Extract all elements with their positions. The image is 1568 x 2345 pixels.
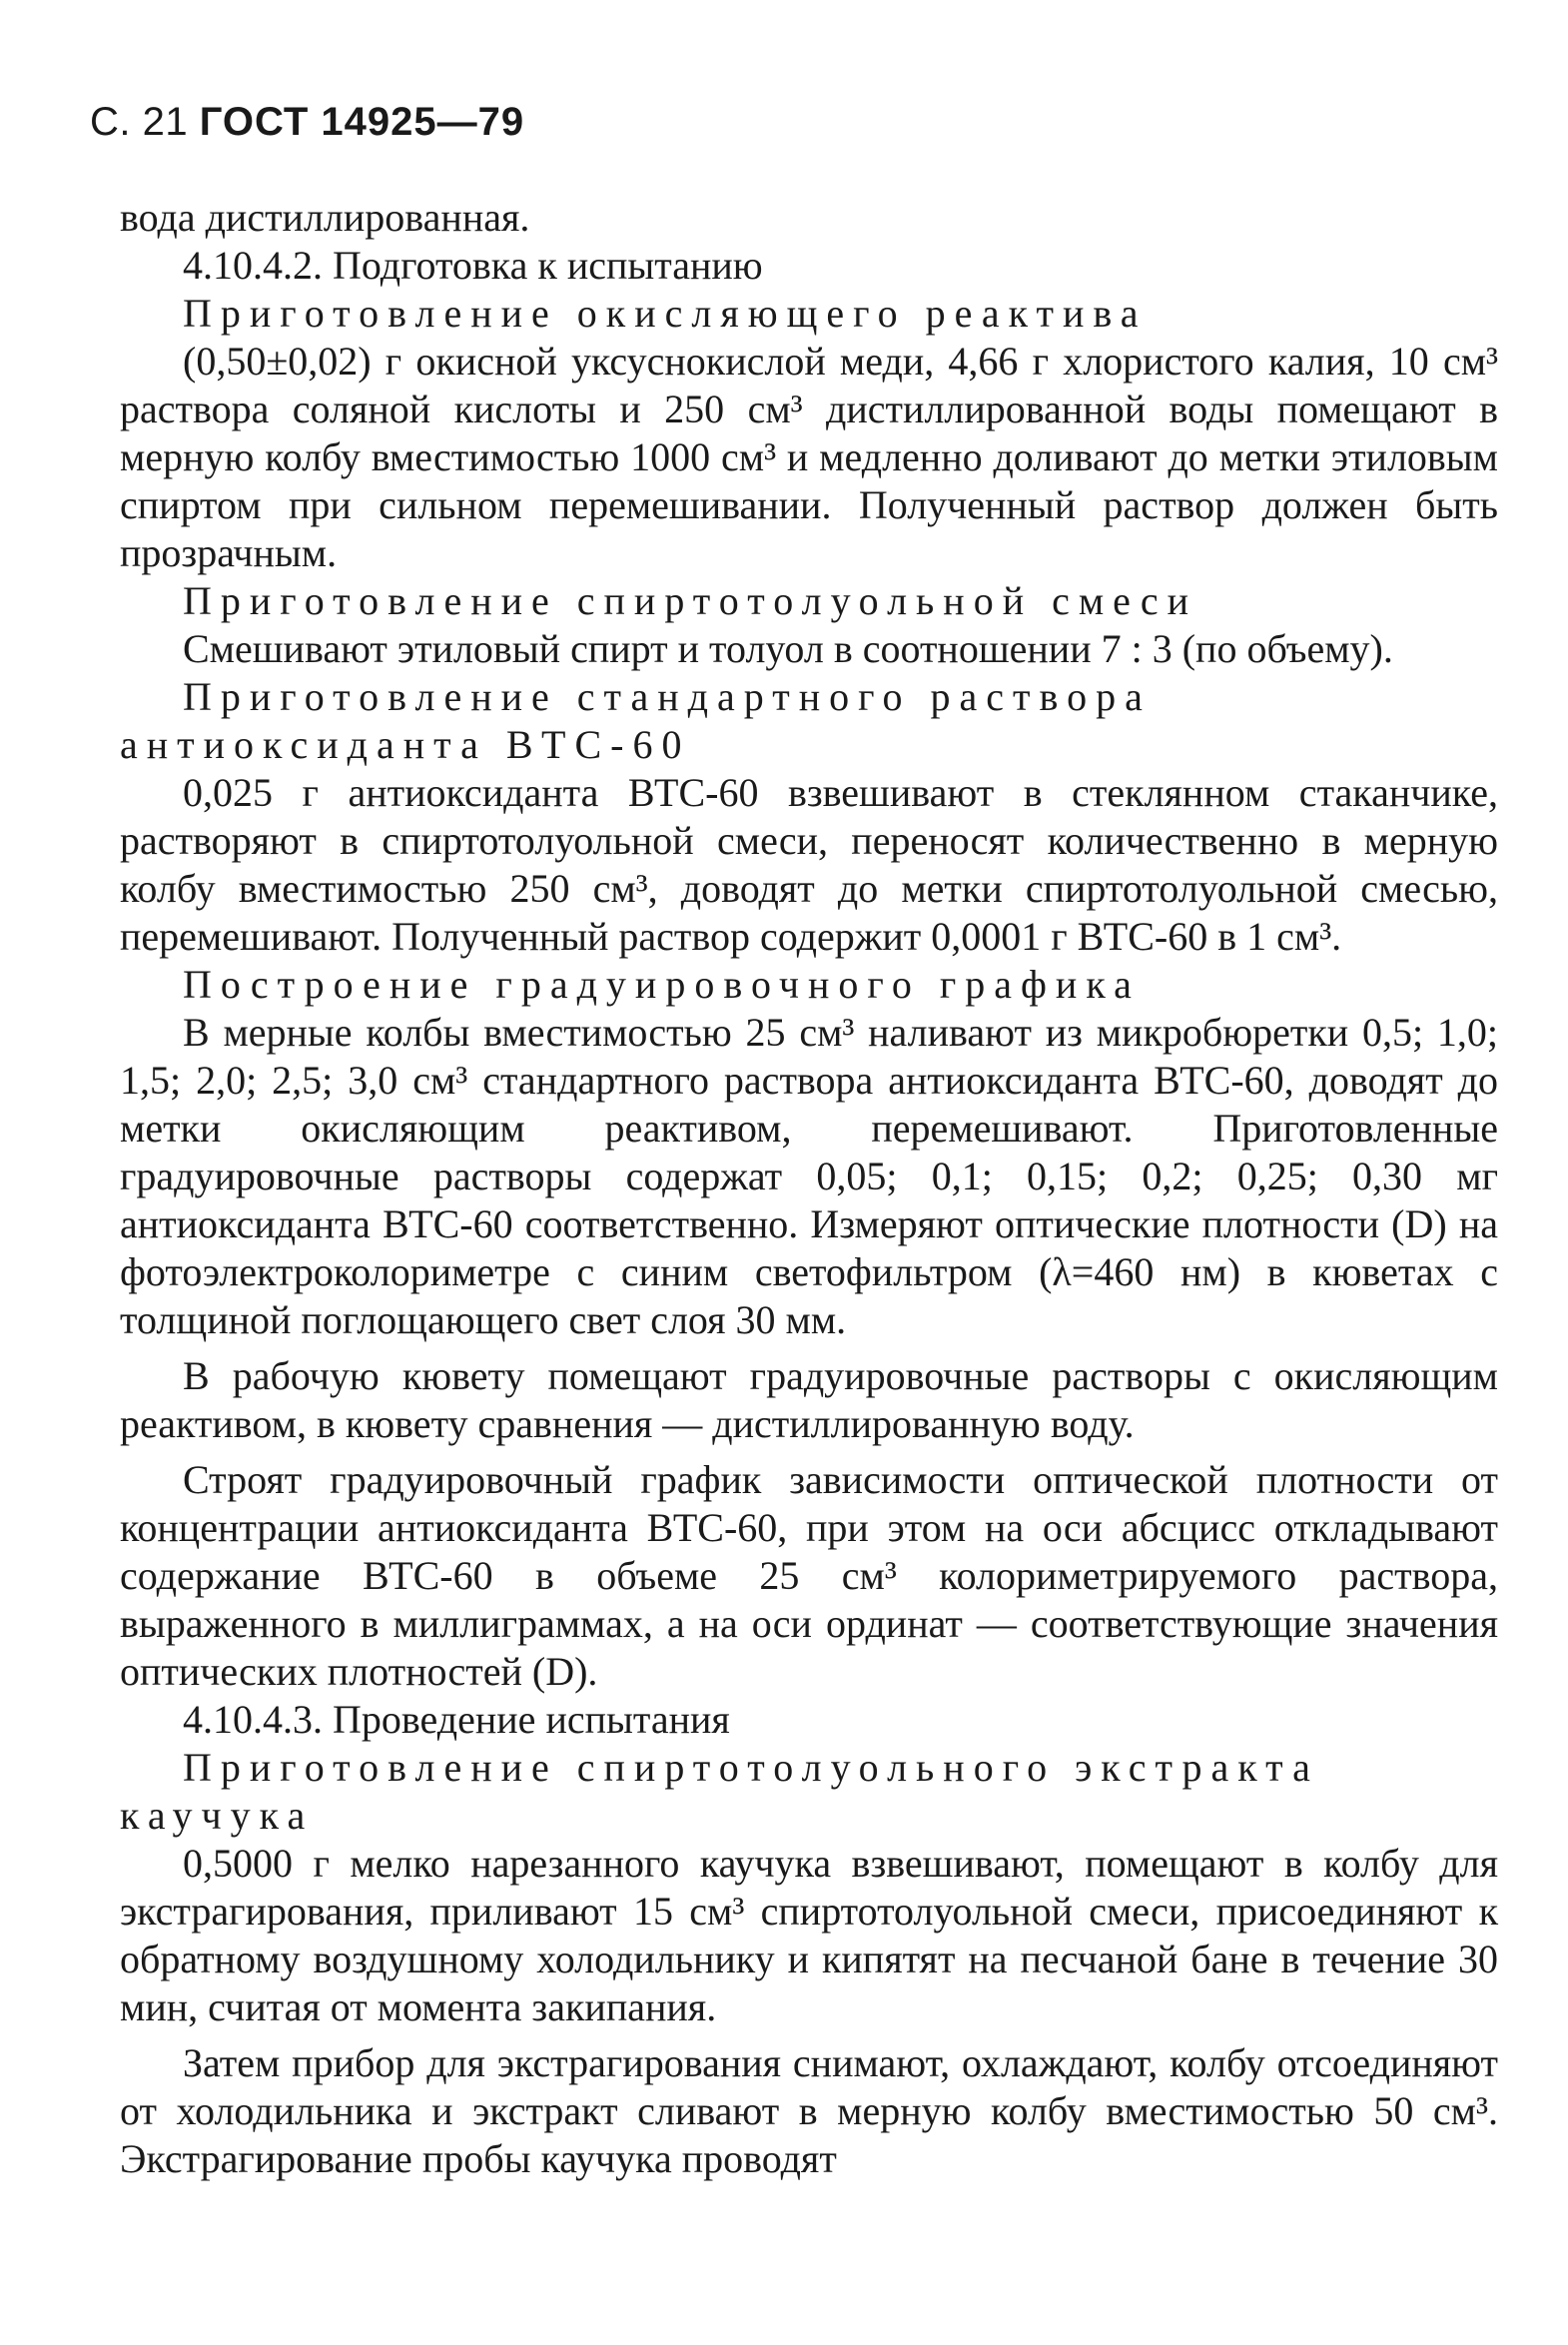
- section-heading-4-10-4-3: 4.10.4.3. Проведение испытания: [183, 1697, 730, 1742]
- standard-designation: ГОСТ 14925—79: [199, 100, 525, 144]
- paragraph-build-graph: Строят градуировочный график зависимости оптической плотности от концентрации антиоксиданта ВТС-60, при этом на оси абсцисс откладывают содержание ВТС-60 в объеме 25 см³ колориметрируемого раствора, выраженного в миллиграммах, а на оси ординат — соответствующие значения оптических плотностей (D).: [120, 1457, 1498, 1694]
- page-header: [90, 98, 524, 146]
- page-number: С. 21: [90, 100, 189, 144]
- paragraph-oxidizing-reagent: (0,50±0,02) г окисной уксуснокислой меди, 4,66 г хлористого калия, 10 см³ раствора соляной кислоты и 250 см³ дистиллированной воды помещают в мерную колбу вместимостью 1000 см³ и медленно доливают до метки этиловым спиртом при сильном перемешивании. Полученный раствор должен быть прозрачным.: [120, 339, 1498, 575]
- section-heading-4-10-4-2: 4.10.4.2. Подготовка к испытанию: [183, 243, 763, 288]
- paragraph-rubber-extraction: 0,5000 г мелко нарезанного каучука взвешивают, помещают в колбу для экстрагирования, приливают 15 см³ спиртотолуольной смеси, присоединяют к обратному воздушному холодильнику и кипятят на песчаной бане в течение 30 мин, считая от момента закипания.: [120, 1841, 1498, 2029]
- paragraph-extract-transfer: Затем прибор для экстрагирования снимают, охлаждают, колбу отсоединяют от холодильника и экстракт сливают в мерную колбу вместимостью 50 см³. Экстрагирование пробы каучука проводят: [120, 2040, 1498, 2181]
- paragraph-calibration-solutions: В мерные колбы вместимостью 25 см³ наливают из микробюретки 0,5; 1,0; 1,5; 2,0; 2,5; 3,0 см³ стандартного раствора антиоксиданта ВТС-60, доводят до метки окисляющим реактивом, перемешивают. Приготовленные градуировочные растворы содержат 0,05; 0,1; 0,15; 0,2; 0,25; 0,30 мг антиоксиданта ВТС-60 соответственно. Измеряют оптические плотности (D) на фотоэлектроколориметре с синим светофильтром (λ=460 нм) в кюветах с толщиной поглощающего свет слоя 30 мм.: [120, 1010, 1498, 1342]
- paragraph-continuation: вода дистиллированная.: [120, 195, 530, 240]
- document-body: [120, 194, 1498, 2183]
- subheading-standard-solution: Приготовление стандартного раствора антиоксиданта ВТС-60: [120, 674, 1152, 767]
- paragraph-alcohol-toluene-mixture: Смешивают этиловый спирт и толуол в соотношении 7 : 3 (по объему).: [183, 626, 1393, 671]
- subheading-rubber-extract: Приготовление спиртотолуольного экстракта каучука: [120, 1745, 1319, 1838]
- subheading-alcohol-toluene-mixture: Приготовление спиртотолуольной смеси: [183, 578, 1198, 623]
- subheading-calibration-graph: Построение градуировочного графика: [183, 962, 1141, 1007]
- paragraph-standard-solution: 0,025 г антиоксиданта ВТС-60 взвешивают в стеклянном стаканчике, растворяют в спиртотолуольной смеси, переносят количественно в мерную колбу вместимостью 250 см³, доводят до метки спиртотолуольной смесью, перемешивают. Полученный раствор содержит 0,0001 г ВТС-60 в 1 см³.: [120, 770, 1498, 959]
- paragraph-working-cuvette: В рабочую кювету помещают градуировочные растворы с окисляющим реактивом, в кювету сравнения — дистиллированную воду.: [120, 1353, 1498, 1446]
- subheading-oxidizing-reagent: Приготовление окисляющего реактива: [183, 291, 1148, 336]
